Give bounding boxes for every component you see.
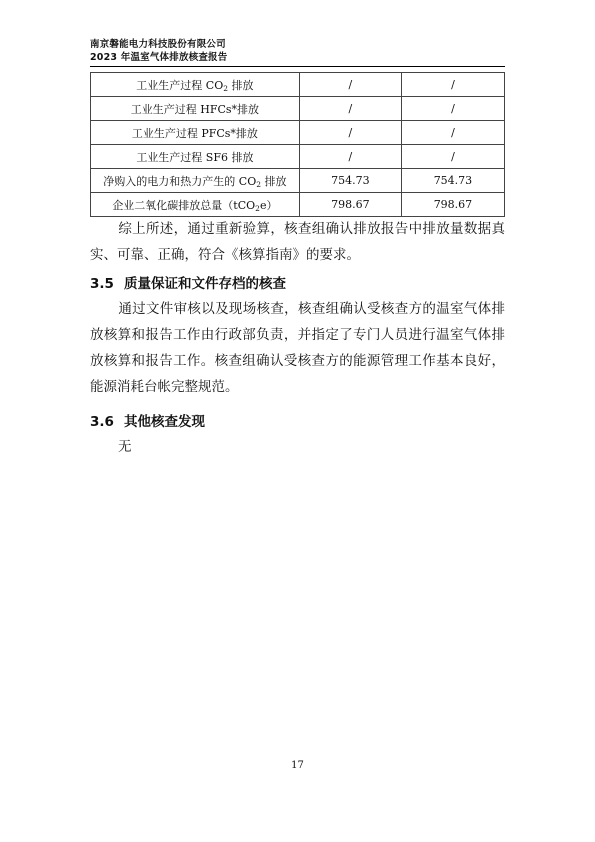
row-value-1: 798.67 — [299, 193, 401, 217]
row-label: 工业生产过程 HFCs*排放 — [91, 97, 300, 121]
summary-paragraph: 综上所述，通过重新验算，核查组确认排放报告中排放量数据真实、可靠、正确，符合《核算指南》的要求。 — [90, 221, 505, 263]
section-heading-3-5: 3.5 质量保证和文件存档的核查 — [90, 276, 286, 292]
row-value-1: / — [299, 73, 401, 97]
table-row — [91, 169, 505, 193]
row-label: 企业二氧化碳排放总量（tCO$_2$e） — [91, 193, 300, 217]
row-value-2: / — [401, 73, 504, 97]
table-row — [91, 97, 505, 121]
section-heading-3-6: 3.6 其他核查发现 — [90, 414, 205, 430]
page-header — [90, 38, 505, 67]
row-value-1: / — [299, 145, 401, 169]
header-company: 南京磐能电力科技股份有限公司 — [90, 39, 226, 50]
table-row — [91, 121, 505, 145]
header-rule — [90, 66, 505, 67]
emissions-table — [90, 72, 505, 217]
row-value-2: / — [401, 145, 504, 169]
row-value-1: / — [299, 97, 401, 121]
header-report-title: 2023 年温室气体排放核查报告 — [90, 52, 228, 63]
row-value-2: 798.67 — [401, 193, 504, 217]
row-value-1: 754.73 — [299, 169, 401, 193]
row-label: 工业生产过程 SF6 排放 — [91, 145, 300, 169]
section-3-6-body: 无 — [118, 439, 132, 455]
row-value-1: / — [299, 121, 401, 145]
table-row — [91, 73, 505, 97]
row-label: 净购入的电力和热力产生的 $CO_2$ 排放 — [91, 169, 300, 193]
table-row — [91, 193, 505, 217]
table-row — [91, 145, 505, 169]
row-label: 工业生产过程 PFCs*排放 — [91, 121, 300, 145]
row-value-2: 754.73 — [401, 169, 504, 193]
section-3-5-body: 通过文件审核以及现场核查，核查组确认受核查方的温室气体排放核算和报告工作由行政部负责，并指定了专门人员进行温室气体排放核算和报告工作。核查组确认受核查方的能源管理工作基本良好，能源消耗台帐完整规范。 — [90, 301, 505, 395]
row-value-2: / — [401, 121, 504, 145]
page-number: 17 — [291, 760, 304, 771]
row-label: 工业生产过程 $CO_2$ 排放 — [91, 73, 300, 97]
row-value-2: / — [401, 97, 504, 121]
